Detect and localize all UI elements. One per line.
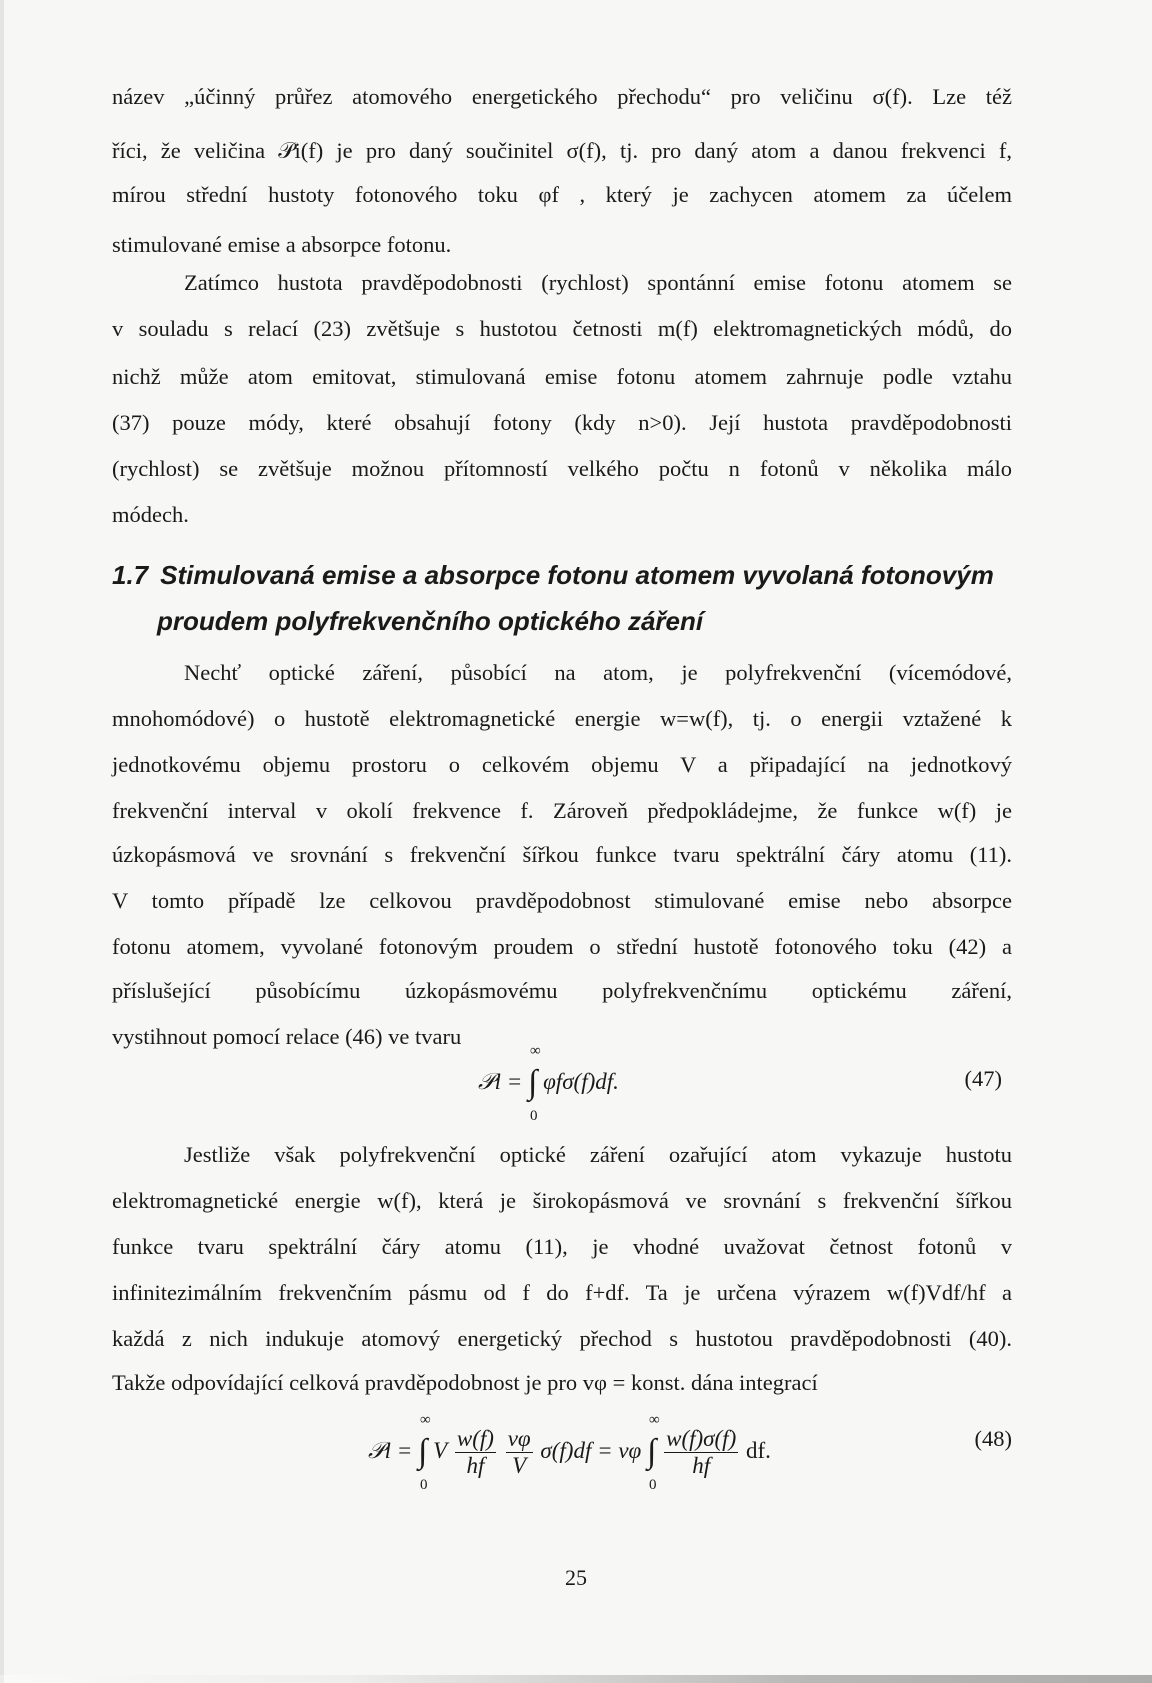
- eq47-body: φfσ(f)df.: [543, 1069, 619, 1094]
- text-line: jednotkovému objemu prostoru o celkovém objemu V a připadající na jednotkový: [112, 752, 1012, 777]
- text-line: příslušející působícímu úzkopásmovému polyfrekvenčnímu optickému záření,: [112, 978, 1012, 1003]
- page-number: 25: [565, 1565, 587, 1590]
- eq47-lhs: 𝒫i =: [478, 1069, 523, 1094]
- equation-47: [478, 1043, 619, 1124]
- section-number: 1.7: [112, 560, 149, 590]
- text-line: vystihnout pomocí relace (46) ve tvaru: [112, 1024, 462, 1049]
- scan-bottom-edge: [0, 1675, 1152, 1683]
- text-line: (37) pouze módy, které obsahují fotony (kdy n>0). Její hustota pravděpodobnosti: [112, 410, 1012, 435]
- text-line: mnohomódové) o hustotě elektromagnetické energie w=w(f), tj. o energii vztažené k: [112, 706, 1012, 731]
- text-line: název „účinný průřez atomového energetického přechodu“ pro veličinu σ(f). Lze též: [112, 84, 1012, 109]
- text-line: v souladu s relací (23) zvětšuje s hustotou četnosti m(f) elektromagnetických módů, do: [112, 316, 1012, 341]
- integral-lower-limit: 0: [649, 1476, 657, 1493]
- integral-sign: ∫ ∞ 0: [647, 1411, 660, 1493]
- text-line: říci, že veličina 𝒫i(f) je pro daný součinitel σ(f), tj. pro daný atom a danou frekvenci f,: [112, 138, 1012, 163]
- fraction-wsigma-over-hf: $\frac{w(f)\sigma(f)}{hf}$: [666, 1426, 737, 1478]
- text-line: infinitezimálním frekvenčním pásmu od f do f+df. Ta je určena výrazem w(f)Vdf/hf a: [112, 1280, 1012, 1305]
- equation-number-48: (48): [974, 1426, 1012, 1451]
- integral-sign: ∫ ∞ 0: [528, 1043, 541, 1124]
- text-line: módech.: [112, 502, 189, 527]
- text-line: každá z nich indukuje atomový energetický přechod s hustotou pravděpodobnosti (40).: [112, 1326, 1012, 1351]
- text-line: Takže odpovídající celková pravděpodobnost je pro vφ = konst. dána integrací: [112, 1370, 818, 1395]
- eq48-tail: df.: [745, 1437, 771, 1463]
- section-title-line2: proudem polyfrekvenčního optického záření: [157, 606, 704, 636]
- text-line: (rychlost) se zvětšuje možnou přítomností velkého počtu n fotonů v několika málo: [112, 456, 1012, 481]
- text-line: Jestliže však polyfrekvenční optické záření ozařující atom vykazuje hustotu: [184, 1142, 1012, 1167]
- text-line: funkce tvaru spektrální čáry atomu (11), je vhodné uvažovat četnost fotonů v: [112, 1234, 1012, 1259]
- section-title-line1: Stimulovaná emise a absorpce fotonu atomem vyvolaná fotonovým: [160, 560, 994, 590]
- text-line: Zatímco hustota pravděpodobnosti (rychlost) spontánní emise fotonu atomem se: [184, 270, 1012, 295]
- text-line: nichž může atom emitovat, stimulovaná emise fotonu atomem zahrnuje podle vztahu: [112, 364, 1012, 389]
- integral-upper-limit: ∞: [420, 1411, 431, 1428]
- integral-upper-limit: ∞: [649, 1411, 660, 1428]
- scan-edge-shadow: [0, 0, 4, 1683]
- text-line: frekvenční interval v okolí frekvence f. Zároveň předpokládejme, že funkce w(f) je: [112, 798, 1012, 823]
- section-heading: [112, 560, 994, 591]
- fraction-w-over-hf: $\frac{w(f)}{hf}$: [456, 1426, 494, 1478]
- section-heading-cont: [157, 606, 703, 637]
- text-line: mírou střední hustoty fotonového toku φf , který je zachycen atomem za účelem: [112, 182, 1012, 207]
- text-line: V tomto případě lze celkovou pravděpodobnost stimulované emise nebo absorpce: [112, 888, 1012, 913]
- integral-lower-limit: 0: [420, 1476, 428, 1493]
- eq48-lhs: 𝒫i =: [368, 1437, 413, 1463]
- eq48-middle: σ(f)df = vφ: [540, 1437, 642, 1463]
- equation-number-47: (47): [964, 1066, 1002, 1091]
- fraction-v-over-V: $\frac{v\varphi}{V}$: [507, 1426, 531, 1478]
- text-line: fotonu atomem, vyvolané fotonovým proudem o střední hustotě fotonového toku (42) a: [112, 934, 1012, 959]
- integral-upper-limit: ∞: [530, 1043, 541, 1059]
- eq48-volume: V: [433, 1437, 448, 1463]
- text-line: úzkopásmová ve srovnání s frekvenční šířkou funkce tvaru spektrální čáry atomu (11).: [112, 842, 1012, 867]
- integral-sign: ∫ ∞ 0: [418, 1411, 431, 1493]
- equation-48: [368, 1411, 771, 1493]
- text-line: elektromagnetické energie w(f), která je širokopásmová ve srovnání s frekvenční šířkou: [112, 1188, 1012, 1213]
- text-line: Nechť optické záření, působící na atom, je polyfrekvenční (vícemódové,: [184, 660, 1012, 685]
- integral-lower-limit: 0: [530, 1108, 538, 1124]
- text-line: stimulované emise a absorpce fotonu.: [112, 232, 452, 257]
